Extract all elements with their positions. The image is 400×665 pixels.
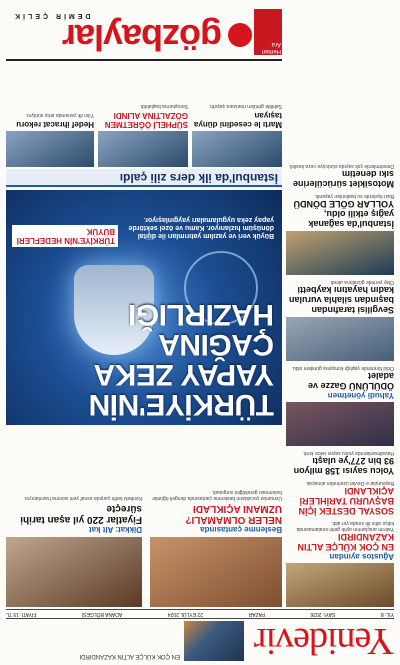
story-headline: Motosiklet sürücülerine sıkı denetim xyxy=(292,169,394,189)
story-body: Yatırım araçlarının aylık getiri sıralamasında külçe altın ilk sırada yer aldı. xyxy=(296,520,394,532)
story-body: Uzmanlar çocukların beslenme çantasında dengeli öğünler bulunması gerektiğini vurguladı. xyxy=(151,489,282,501)
story-headline: İstanbul'da sağanak yağış etkili oldu, YOLLAR GÖLE DÖNDÜ xyxy=(293,199,394,229)
story-rain xyxy=(286,193,394,275)
left-column xyxy=(286,7,394,607)
story-body: Yılın ilk yarısında artış sürüyor. xyxy=(25,112,94,118)
story-passengers xyxy=(286,450,394,476)
ad-banner xyxy=(6,5,282,61)
teaser-photo xyxy=(184,621,244,661)
hero-ribbon: TÜRKİYE'NİN HEDEFLERİ BÜYÜK xyxy=(12,225,118,247)
story-kicker: Beslenme çantasında xyxy=(200,525,282,534)
story-seagull xyxy=(192,67,282,167)
story-body: Sahilde görülen manzara şaşırttı. xyxy=(208,103,282,109)
director-photo xyxy=(286,402,394,446)
story-body: Denetimlerde çok sayıda sürücüye ceza kesildi. xyxy=(288,163,394,169)
story-headline: Fiyatlar 220 yıl aşan tarihi süreçte xyxy=(20,503,142,525)
band-headline: İstanbul'da ilk ders zili çaldı xyxy=(119,171,278,185)
gold-photo xyxy=(286,563,394,607)
story-lunchbox xyxy=(150,429,282,607)
story-body: Bazı ilçelerde su baskınları yaşandı. xyxy=(313,193,394,199)
story-headline: Martı le cesedini dünya taşıyan xyxy=(193,111,282,129)
story-export xyxy=(6,67,94,167)
export-photo xyxy=(6,131,94,167)
story-headline: ÖDÜLÜNÜ Gazze ve adalet xyxy=(307,371,394,391)
story-headline: NELER OLMAMALI? UZMANI AÇIKLADI xyxy=(185,503,282,525)
dateline-item: SAYI: 2026 xyxy=(310,611,336,617)
seagull-photo xyxy=(192,131,282,167)
story-kicker: Yahudi yönetmen xyxy=(327,391,394,400)
lunchbox-photo xyxy=(150,537,282,607)
ad-subtitle: DEMİR ÇELİK xyxy=(12,12,91,19)
bazaar-photo xyxy=(6,537,142,607)
story-body: Havalimanlarında yolcu sayısı rekor kırdı. xyxy=(302,450,394,456)
hero-subhead: Büyük veri ve yazılım yatırımları ile dijital dönüşüm hızlanıyor. Kamu ve özel sektörde yapay zeka uygulamaları yaygınlaşıyor. xyxy=(128,216,274,239)
masthead xyxy=(6,621,394,661)
dateline xyxy=(6,609,394,619)
teaser-text: EN ÇOK KÜLÇE ALTIN KAZANDIRDI xyxy=(79,653,180,659)
story-moto xyxy=(286,163,394,189)
story-body: Olay yerinde gözaltına alındı. xyxy=(329,279,394,285)
story-teacher xyxy=(98,67,188,167)
dateline-item: FİYATI: 15 TL xyxy=(6,611,37,617)
story-body: Ödül töreninde yaptığı konuşma gündem oldu. xyxy=(291,365,394,371)
teacher-photo xyxy=(98,131,188,167)
masthead-teaser xyxy=(6,621,244,661)
brand-mark-icon xyxy=(228,23,252,47)
lower-stories-row xyxy=(6,67,282,167)
story-shooting xyxy=(286,279,394,361)
section-band xyxy=(6,169,282,187)
dateline-item: ADANA BÖLGESİ xyxy=(81,611,123,617)
story-headline: EN ÇOK KÜLÇE ALTIN KAZANDIRDI xyxy=(297,532,394,552)
story-gold xyxy=(286,520,394,607)
rain-photo xyxy=(286,231,394,275)
story-kicker: Ağustos ayından xyxy=(329,552,394,561)
story-body: Soruşturma başlatıldı. xyxy=(139,103,188,109)
story-body: Kentteki tarihi çarşıda esnaf yeni sezona hazırlanıyor. xyxy=(23,495,142,501)
story-body: Başvurular e-Devlet üzerinden alınacak. xyxy=(305,480,394,486)
story-headline: Yolcu sayısı 158 milyon 93 bin 277'ye ulaştı xyxy=(293,456,394,476)
story-headline: SÜPHELİ ÖĞRETMEN GÖZALTINA ALINDI xyxy=(104,111,188,129)
story-kicker: Dikkat: Alt kat xyxy=(88,525,142,534)
story-social xyxy=(286,480,394,516)
newspaper-logo: Yenidevir xyxy=(254,620,394,662)
hero-story xyxy=(6,190,282,425)
shooting-photo xyxy=(286,317,394,361)
ad-badge: Hemen Ara xyxy=(254,9,282,55)
story-bazaar xyxy=(6,429,142,607)
ad-brand xyxy=(6,15,282,59)
ad-brand-text: gözbaylar xyxy=(62,17,222,58)
dateline-item: 22 EYLÜL 2024 xyxy=(167,611,203,617)
story-headline: Sevgilisi tarafından başından silahla vurulan kadın hayatını kaybetti xyxy=(288,285,394,315)
story-director xyxy=(286,365,394,446)
dateline-item: YIL: 8 xyxy=(380,611,394,617)
story-headline: SOSYAL DESTEK İÇİN BAŞVURU TARİHLERİ AÇIKLANDI xyxy=(298,486,394,516)
dateline-item: PAZAR xyxy=(248,611,265,617)
story-headline: Hedef ihracat rekoru xyxy=(16,120,94,129)
hero-headline: TÜRKİYE'NİN YAPAY ZEKA ÇAĞINA HAZIRLIĞI xyxy=(89,298,274,421)
top-stories-row xyxy=(6,429,282,607)
